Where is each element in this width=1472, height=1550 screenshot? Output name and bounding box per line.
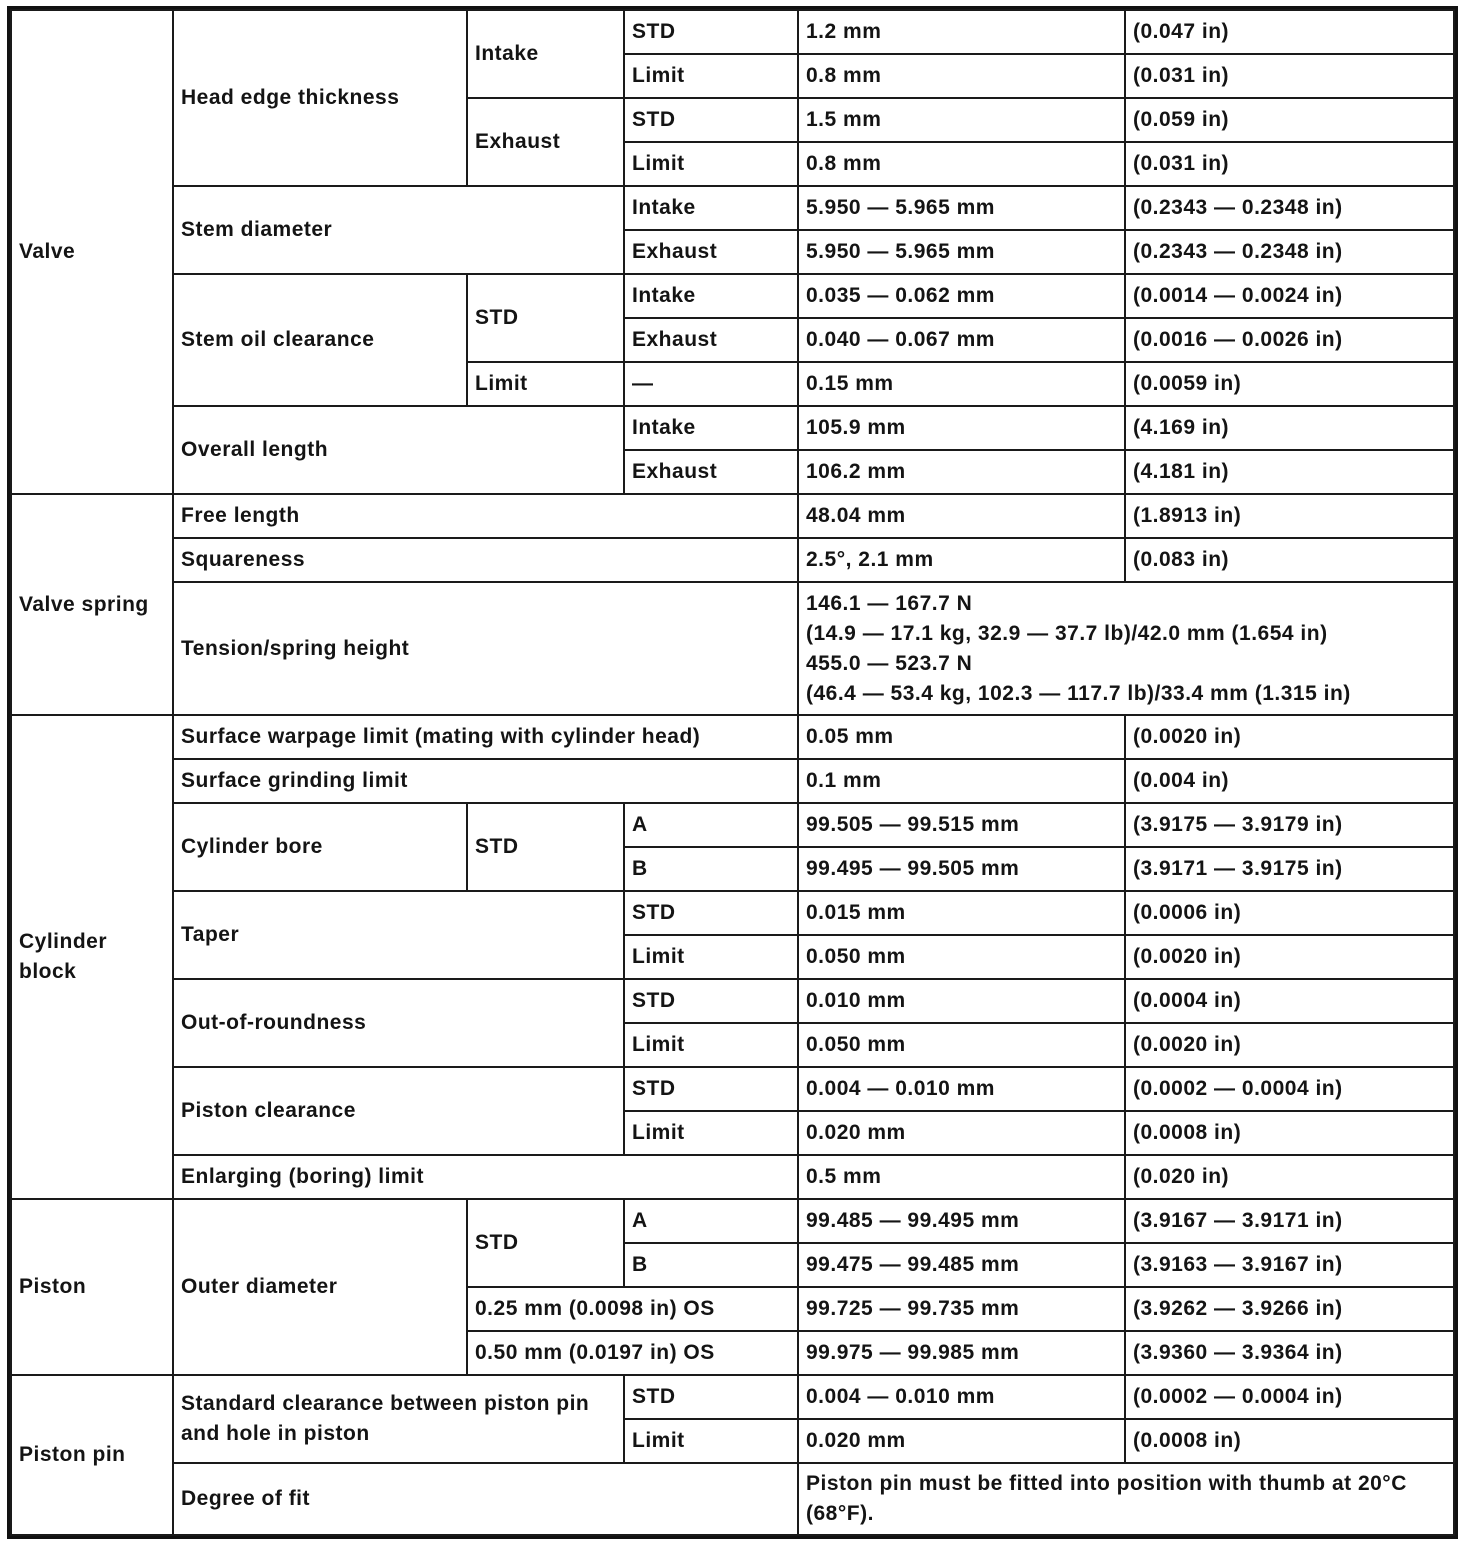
imperial-value: (3.9171 — 3.9175 in): [1125, 847, 1454, 891]
condition-cell: Limit: [624, 935, 798, 979]
imperial-value: (0.0016 — 0.0026 in): [1125, 318, 1454, 362]
table-row: [11, 759, 1454, 803]
degree-of-fit-label: Degree of fit: [173, 1463, 798, 1535]
imperial-value: (0.0002 — 0.0004 in): [1125, 1067, 1454, 1111]
metric-value: 2.5°, 2.1 mm: [798, 538, 1125, 582]
imperial-value: (0.0002 — 0.0004 in): [1125, 1375, 1454, 1419]
imperial-value: (4.181 in): [1125, 450, 1454, 494]
head-edge-exhaust-label: Exhaust: [467, 98, 624, 186]
metric-value: 0.020 mm: [798, 1419, 1125, 1463]
imperial-value: (3.9262 — 3.9266 in): [1125, 1287, 1454, 1331]
stem-diameter-label: Stem diameter: [173, 186, 624, 274]
imperial-value: (0.0008 in): [1125, 1419, 1454, 1463]
grade-cell: B: [624, 847, 798, 891]
piston-clearance-label: Piston clearance: [173, 1067, 624, 1155]
imperial-value: (3.9167 — 3.9171 in): [1125, 1199, 1454, 1243]
imperial-value: (3.9360 — 3.9364 in): [1125, 1331, 1454, 1375]
condition-cell: STD: [624, 1375, 798, 1419]
condition-cell: Intake: [624, 186, 798, 230]
metric-value: 99.475 — 99.485 mm: [798, 1243, 1125, 1287]
imperial-value: (4.169 in): [1125, 406, 1454, 450]
metric-value: 105.9 mm: [798, 406, 1125, 450]
imperial-value: (3.9163 — 3.9167 in): [1125, 1243, 1454, 1287]
metric-value: 99.495 — 99.505 mm: [798, 847, 1125, 891]
tension-line: 455.0 — 523.7 N: [806, 651, 973, 675]
imperial-value: (0.031 in): [1125, 142, 1454, 186]
condition-cell: STD: [624, 891, 798, 935]
imperial-value: (0.0020 in): [1125, 935, 1454, 979]
imperial-value: (0.0006 in): [1125, 891, 1454, 935]
condition-cell: Limit: [624, 1419, 798, 1463]
imperial-value: (0.0020 in): [1125, 715, 1454, 759]
metric-value: 1.2 mm: [798, 10, 1125, 54]
tension-line: 146.1 — 167.7 N: [806, 591, 973, 615]
table-row: [11, 274, 1454, 318]
condition-cell: Exhaust: [624, 230, 798, 274]
condition-cell: Limit: [467, 362, 624, 406]
imperial-value: (0.031 in): [1125, 54, 1454, 98]
metric-value: 0.8 mm: [798, 54, 1125, 98]
out-of-roundness-label: Out-of-roundness: [173, 979, 624, 1067]
cylinder-bore-label: Cylinder bore: [173, 803, 467, 891]
taper-label: Taper: [173, 891, 624, 979]
surface-warpage-label: Surface warpage limit (mating with cylinder head): [173, 715, 798, 759]
pin-clearance-label: Standard clearance between piston pin and hole in piston: [173, 1375, 624, 1463]
head-edge-thickness-label: Head edge thickness: [173, 10, 467, 186]
condition-cell: Limit: [624, 1111, 798, 1155]
metric-value: 5.950 — 5.965 mm: [798, 230, 1125, 274]
metric-value: 0.1 mm: [798, 759, 1125, 803]
outer-diameter-label: Outer diameter: [173, 1199, 467, 1375]
table-row: [11, 494, 1454, 538]
metric-value: 0.020 mm: [798, 1111, 1125, 1155]
condition-cell: —: [624, 362, 798, 406]
metric-value: 0.035 — 0.062 mm: [798, 274, 1125, 318]
squareness-label: Squareness: [173, 538, 798, 582]
imperial-value: (0.059 in): [1125, 98, 1454, 142]
imperial-value: (0.2343 — 0.2348 in): [1125, 186, 1454, 230]
metric-value: 0.15 mm: [798, 362, 1125, 406]
imperial-value: (0.0059 in): [1125, 362, 1454, 406]
group-cylinder-block: [11, 715, 173, 1199]
table-row: [11, 1199, 1454, 1243]
group-valve-spring: Valve spring: [11, 494, 173, 715]
tension-line: (46.4 — 53.4 kg, 102.3 — 117.7 lb)/33.4 mm (1.315 in): [806, 681, 1351, 705]
imperial-value: (1.8913 in): [1125, 494, 1454, 538]
metric-value: 0.040 — 0.067 mm: [798, 318, 1125, 362]
grade-cell: A: [624, 803, 798, 847]
condition-cell: Limit: [624, 54, 798, 98]
imperial-value: (0.0004 in): [1125, 979, 1454, 1023]
stem-oil-clearance-label: Stem oil clearance: [173, 274, 467, 406]
condition-cell: STD: [624, 98, 798, 142]
condition-cell: Intake: [624, 274, 798, 318]
condition-cell: STD: [624, 1067, 798, 1111]
table-row: [11, 1375, 1454, 1419]
metric-value: 0.010 mm: [798, 979, 1125, 1023]
free-length-label: Free length: [173, 494, 798, 538]
group-valve: Valve: [11, 10, 173, 494]
oversize-cell: 0.25 mm (0.0098 in) OS: [467, 1287, 798, 1331]
tension-line: (14.9 — 17.1 kg, 32.9 — 37.7 lb)/42.0 mm (1.654 in): [806, 621, 1328, 645]
tension-spring-height-label: Tension/spring height: [173, 582, 798, 715]
degree-of-fit-value: Piston pin must be fitted into position with thumb at 20°C (68°F).: [798, 1463, 1454, 1535]
outer-diameter-std-label: STD: [467, 1199, 624, 1287]
metric-value: 99.485 — 99.495 mm: [798, 1199, 1125, 1243]
enlarging-limit-label: Enlarging (boring) limit: [173, 1155, 798, 1199]
surface-grinding-label: Surface grinding limit: [173, 759, 798, 803]
head-edge-intake-label: Intake: [467, 10, 624, 98]
metric-value: 0.8 mm: [798, 142, 1125, 186]
condition-cell: STD: [624, 979, 798, 1023]
condition-cell: Exhaust: [624, 450, 798, 494]
condition-cell: STD: [624, 10, 798, 54]
metric-value: 5.950 — 5.965 mm: [798, 186, 1125, 230]
group-piston: Piston: [11, 1199, 173, 1375]
table-row: [11, 1463, 1454, 1535]
oversize-cell: 0.50 mm (0.0197 in) OS: [467, 1331, 798, 1375]
valve-spec-table: [10, 9, 1455, 1536]
table-row: [11, 582, 1454, 715]
metric-value: 99.975 — 99.985 mm: [798, 1331, 1125, 1375]
imperial-value: (0.0014 — 0.0024 in): [1125, 274, 1454, 318]
overall-length-label: Overall length: [173, 406, 624, 494]
condition-cell: Limit: [624, 1023, 798, 1067]
grade-cell: B: [624, 1243, 798, 1287]
metric-value: 1.5 mm: [798, 98, 1125, 142]
table-row: [11, 186, 1454, 230]
imperial-value: (3.9175 — 3.9179 in): [1125, 803, 1454, 847]
condition-cell: Limit: [624, 142, 798, 186]
imperial-value: (0.0020 in): [1125, 1023, 1454, 1067]
condition-cell: Exhaust: [624, 318, 798, 362]
table-row: [11, 891, 1454, 935]
metric-value: 0.05 mm: [798, 715, 1125, 759]
group-piston-pin: Piston pin: [11, 1375, 173, 1535]
table-row: [11, 538, 1454, 582]
table-row: [11, 1067, 1454, 1111]
imperial-value: (0.0008 in): [1125, 1111, 1454, 1155]
imperial-value: (0.083 in): [1125, 538, 1454, 582]
group-cylinder-block-label: Cylinder block: [19, 930, 108, 983]
table-row: [11, 803, 1454, 847]
metric-value: 99.505 — 99.515 mm: [798, 803, 1125, 847]
table-row: [11, 979, 1454, 1023]
metric-value: 99.725 — 99.735 mm: [798, 1287, 1125, 1331]
metric-value: 0.5 mm: [798, 1155, 1125, 1199]
stem-oil-std-label: STD: [467, 274, 624, 362]
metric-value: 0.050 mm: [798, 1023, 1125, 1067]
imperial-value: (0.2343 — 0.2348 in): [1125, 230, 1454, 274]
metric-value: 106.2 mm: [798, 450, 1125, 494]
imperial-value: (0.047 in): [1125, 10, 1454, 54]
metric-value: 0.015 mm: [798, 891, 1125, 935]
table-row: [11, 1155, 1454, 1199]
table-row: [11, 715, 1454, 759]
metric-value: 0.050 mm: [798, 935, 1125, 979]
imperial-value: (0.004 in): [1125, 759, 1454, 803]
grade-cell: A: [624, 1199, 798, 1243]
tension-spring-height-value: [798, 582, 1454, 715]
table-row: [11, 10, 1454, 54]
cylinder-bore-std-label: STD: [467, 803, 624, 891]
metric-value: 48.04 mm: [798, 494, 1125, 538]
metric-value: 0.004 — 0.010 mm: [798, 1375, 1125, 1419]
metric-value: 0.004 — 0.010 mm: [798, 1067, 1125, 1111]
imperial-value: (0.020 in): [1125, 1155, 1454, 1199]
condition-cell: Intake: [624, 406, 798, 450]
table-row: [11, 406, 1454, 450]
